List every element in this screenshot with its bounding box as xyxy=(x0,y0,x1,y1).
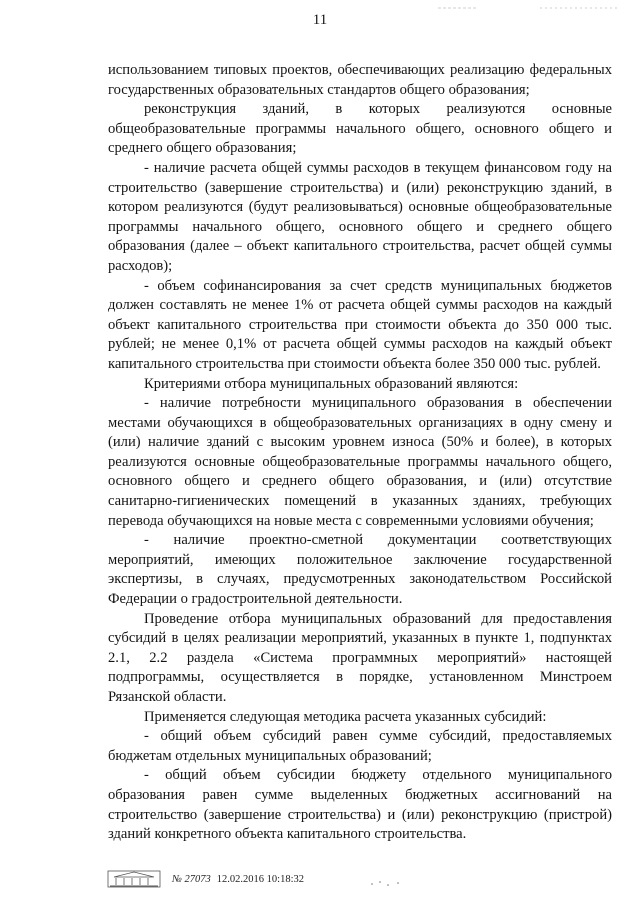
paragraph: - общий объем субсидий равен сумме субсидий, предоставляемых бюджетам отдельных муниципальных образований; xyxy=(108,728,612,764)
registration-number: № 27073 xyxy=(172,873,211,885)
registration-timestamp: 12.02.2016 10:18:32 xyxy=(216,873,304,885)
paragraph: Критериями отбора муниципальных образований являются: xyxy=(144,375,519,392)
paragraph: реконструкция зданий, в которых реализуются основные общеобразовательные программы начального общего, основного общего и среднего общего образования; xyxy=(108,101,612,157)
scan-artifact xyxy=(540,4,630,12)
registry-stamp-logo-icon xyxy=(104,869,164,889)
paragraph: - наличие потребности муниципального образования в обеспечении местами обучающихся в общеобразовательных организациях в одну смену и (или) наличие зданий с высоким уровнем износа (50% и более), в которых реализуются основные общеобразовательные программы начального общего, основного общего и среднего общего образования, и (или) отсутствие санитарно-гигиенических помещений в указанных зданиях, требующих перевода обучающихся на новые места с современными условиями обучения; xyxy=(108,395,612,529)
scan-artifact xyxy=(438,4,528,12)
paragraph: Применяется следующая методика расчета указанных субсидий: xyxy=(144,708,547,725)
page-number: 11 xyxy=(312,12,328,28)
paragraph: использованием типовых проектов, обеспечивающих реализацию федеральных государственных образовательных стандартов общего образования; xyxy=(108,62,612,98)
paragraph: - наличие расчета общей суммы расходов в текущем финансовом году на строительство (завершение строительства) и (или) реконструкцию зданий, в котором реализуются (будут реализовываться) основные общеобразовательные программы начального общего, основного общего и среднего общего образования (далее – объект капитального строительства, расчет общей суммы расходов); xyxy=(108,159,612,274)
paragraph: Проведение отбора муниципальных образований для предоставления субсидий в целях реализации мероприятий, указанных в пункте 1, подпунктах 2.1, 2.2 раздела «Система программных мероприятий» настоящей подпрограммы, осуществляется в порядке, установленном Минстроем Рязанской области. xyxy=(108,610,612,705)
paragraph: - объем софинансирования за счет средств муниципальных бюджетов должен составлять не менее 1% от расчета общей суммы расходов на каждый объект капитального строительства при стоимости объекта до 350 000 тыс. рублей; не менее 0,1% от расчета общей суммы расходов на каждый объект капитального строительства при стоимости объекта более 350 000 тыс. рублей. xyxy=(108,277,612,372)
scan-artifact xyxy=(368,878,408,888)
paragraph: - наличие проектно-сметной документации соответствующих мероприятий, имеющих положительное заключение государственной экспертизы, в случаях, предусмотренных законодательством Российской Федерации о градостроительной деятельности. xyxy=(108,532,612,608)
paragraph: - общий объем субсидии бюджету отдельного муниципального образования равен сумме выделенных бюджетных ассигнований на строительство (завершение строительства) и (или) реконструкцию (пристрой) зданий конкретного объекта капитального строительства. xyxy=(108,767,612,843)
registration-footer xyxy=(104,868,304,890)
document-body xyxy=(108,61,612,845)
